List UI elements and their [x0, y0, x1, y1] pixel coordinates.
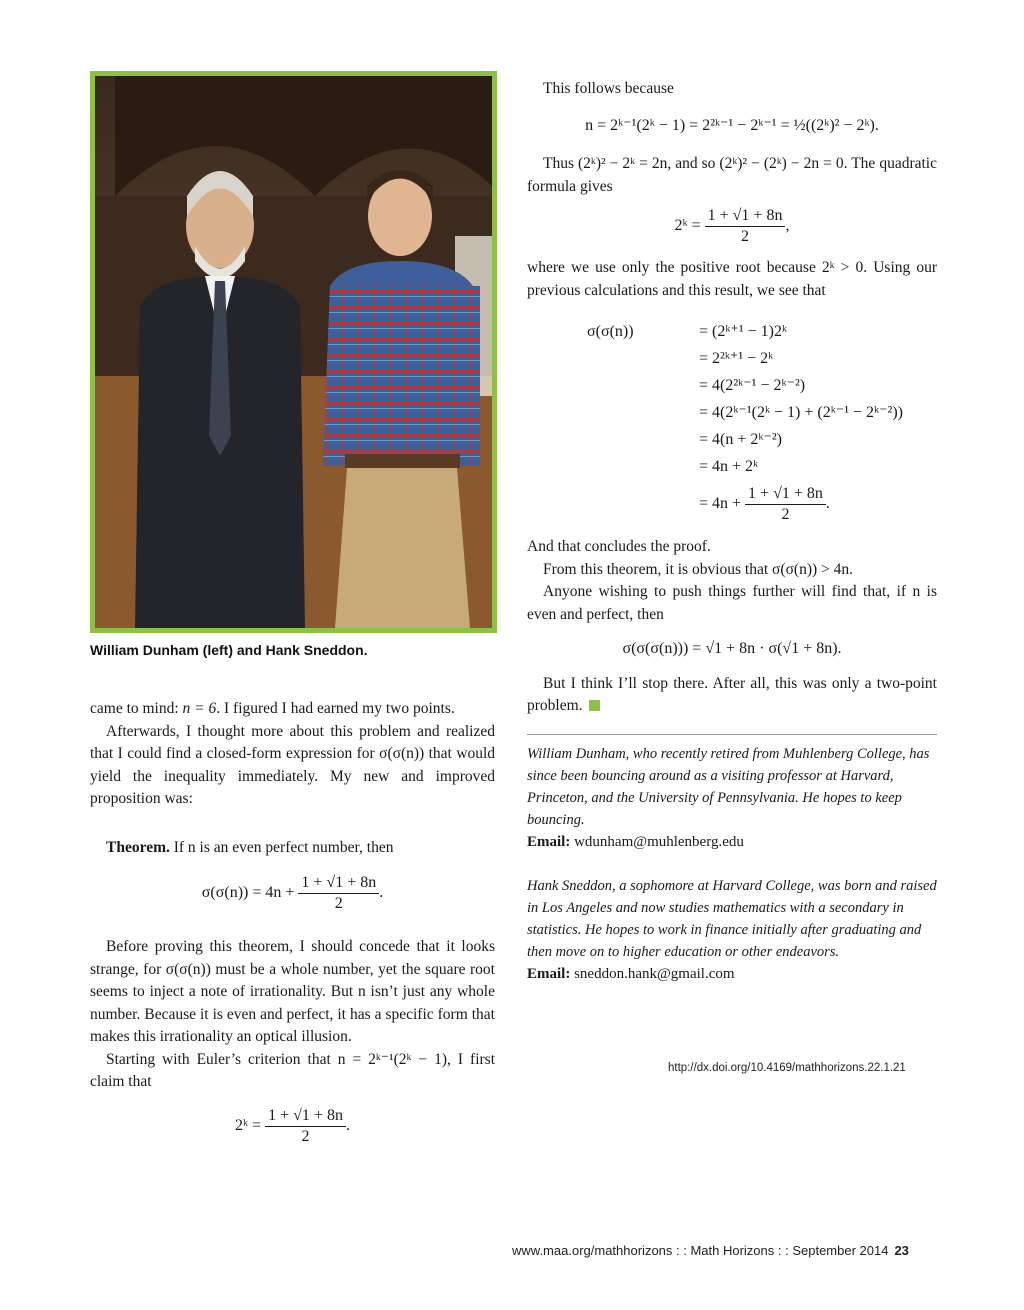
photo-illustration: [95, 76, 492, 628]
paragraph: came to mind: n = 6. I figured I had earned my two points.: [90, 700, 455, 717]
derivation: [587, 318, 937, 524]
author-bio-sneddon: Hank Sneddon, a sophomore at Harvard College, was born and raised in Los Angeles and now studies mathematics with a secondary in statistics. He hopes to work in finance initially after graduating and then move on to higher education or other endeavors.: [527, 877, 937, 960]
email-sneddon: Email: sneddon.hank@gmail.com: [527, 965, 735, 982]
paragraph: Starting with Euler’s criterion that n = 2ᵏ⁻¹(2ᵏ − 1), I first claim that: [90, 1050, 495, 1090]
photo-caption: William Dunham (left) and Hank Sneddon.: [90, 642, 368, 658]
claim-equation: 2ᵏ = $\frac{1 + √1 + 8n}{2}$ .: [235, 1106, 350, 1145]
derivation-row: = 4(n + 2ᵏ⁻²): [699, 431, 782, 448]
page-number: 23: [894, 1243, 909, 1258]
derivation-row: = 4(2²ᵏ⁻¹ − 2ᵏ⁻²): [699, 377, 806, 394]
paragraph: where we use only the positive root because 2ᵏ > 0. Using our previous calculations and this result, we see that: [527, 259, 937, 299]
paragraph: From this theorem, it is obvious that σ(σ(n)) > 4n.: [543, 560, 854, 578]
derivation-row: = 2²ᵏ⁺¹ − 2ᵏ: [699, 350, 774, 367]
derivation-row: σ(σ(n)) = (2ᵏ⁺¹ − 1)2ᵏ: [587, 323, 788, 340]
divider: [527, 734, 937, 735]
email-dunham: Email: wdunham@muhlenberg.edu: [527, 833, 744, 850]
paragraph: Before proving this theorem, I should concede that it looks strange, for σ(σ(n)) must be a whole number, yet the square root seems to inject a note of irrationality. But n isn’t just any whole number. Because it is even and perfect, it has a specific form that makes this irrationality an optical illusion.: [90, 938, 495, 1045]
paragraph: Anyone wishing to push things further will find that, if n is even and perfect, then: [527, 583, 937, 623]
paragraph: And that concludes the proof.: [527, 538, 711, 555]
derivation-row: = 4n + $\frac{1 + √1 + 8n}{2}$ .: [699, 485, 830, 523]
end-of-article-mark: [589, 700, 600, 711]
paragraph: But I think I’ll stop there. After all, this was only a two-point problem.: [527, 674, 937, 714]
page-footer: www.maa.org/mathhorizons : : Math Horizons : : September 2014 23: [512, 1243, 909, 1258]
paragraph: This follows because: [543, 80, 674, 97]
left-column: [90, 698, 495, 1157]
paragraph: Thus (2ᵏ)² − 2ᵏ = 2n, and so (2ᵏ)² − (2ᵏ) − 2n = 0. The quadratic formula gives: [527, 155, 937, 195]
equation-n: n = 2ᵏ⁻¹(2ᵏ − 1) = 2²ᵏ⁻¹ − 2ᵏ⁻¹ = ½((2ᵏ)² − 2ᵏ).: [585, 116, 879, 134]
doi-link[interactable]: http://dx.doi.org/10.4169/mathhorizons.22.1.21: [668, 1062, 906, 1074]
quadratic-equation: 2ᵏ = $\frac{1 + √1 + 8n}{2}$ ,: [674, 207, 790, 245]
derivation-row: = 4(2ᵏ⁻¹(2ᵏ − 1) + (2ᵏ⁻¹ − 2ᵏ⁻²)): [699, 404, 903, 421]
author-bio-dunham: William Dunham, who recently retired from Muhlenberg College, has since been bouncing around as a visiting professor at Harvard, Princeton, and the University of Pennsylvania. He hopes to keep bouncing.: [527, 745, 930, 828]
theorem-statement: Theorem. If n is an even perfect number, then: [106, 838, 394, 856]
author-photo: [90, 71, 497, 633]
paragraph: Afterwards, I thought more about this problem and realized that I could find a closed-form expression for σ(σ(n)) that would yield the inequality immediately. My new and improved proposition was:: [90, 722, 495, 807]
right-column: [527, 78, 937, 985]
derivation-row: = 4n + 2ᵏ: [699, 458, 759, 475]
theorem-equation: σ(σ(n)) = 4n + $\frac{1 + √1 + 8n}{2}$ .: [201, 874, 384, 912]
triple-sigma-equation: σ(σ(σ(n))) = √1 + 8n · σ(√1 + 8n).: [622, 640, 842, 657]
